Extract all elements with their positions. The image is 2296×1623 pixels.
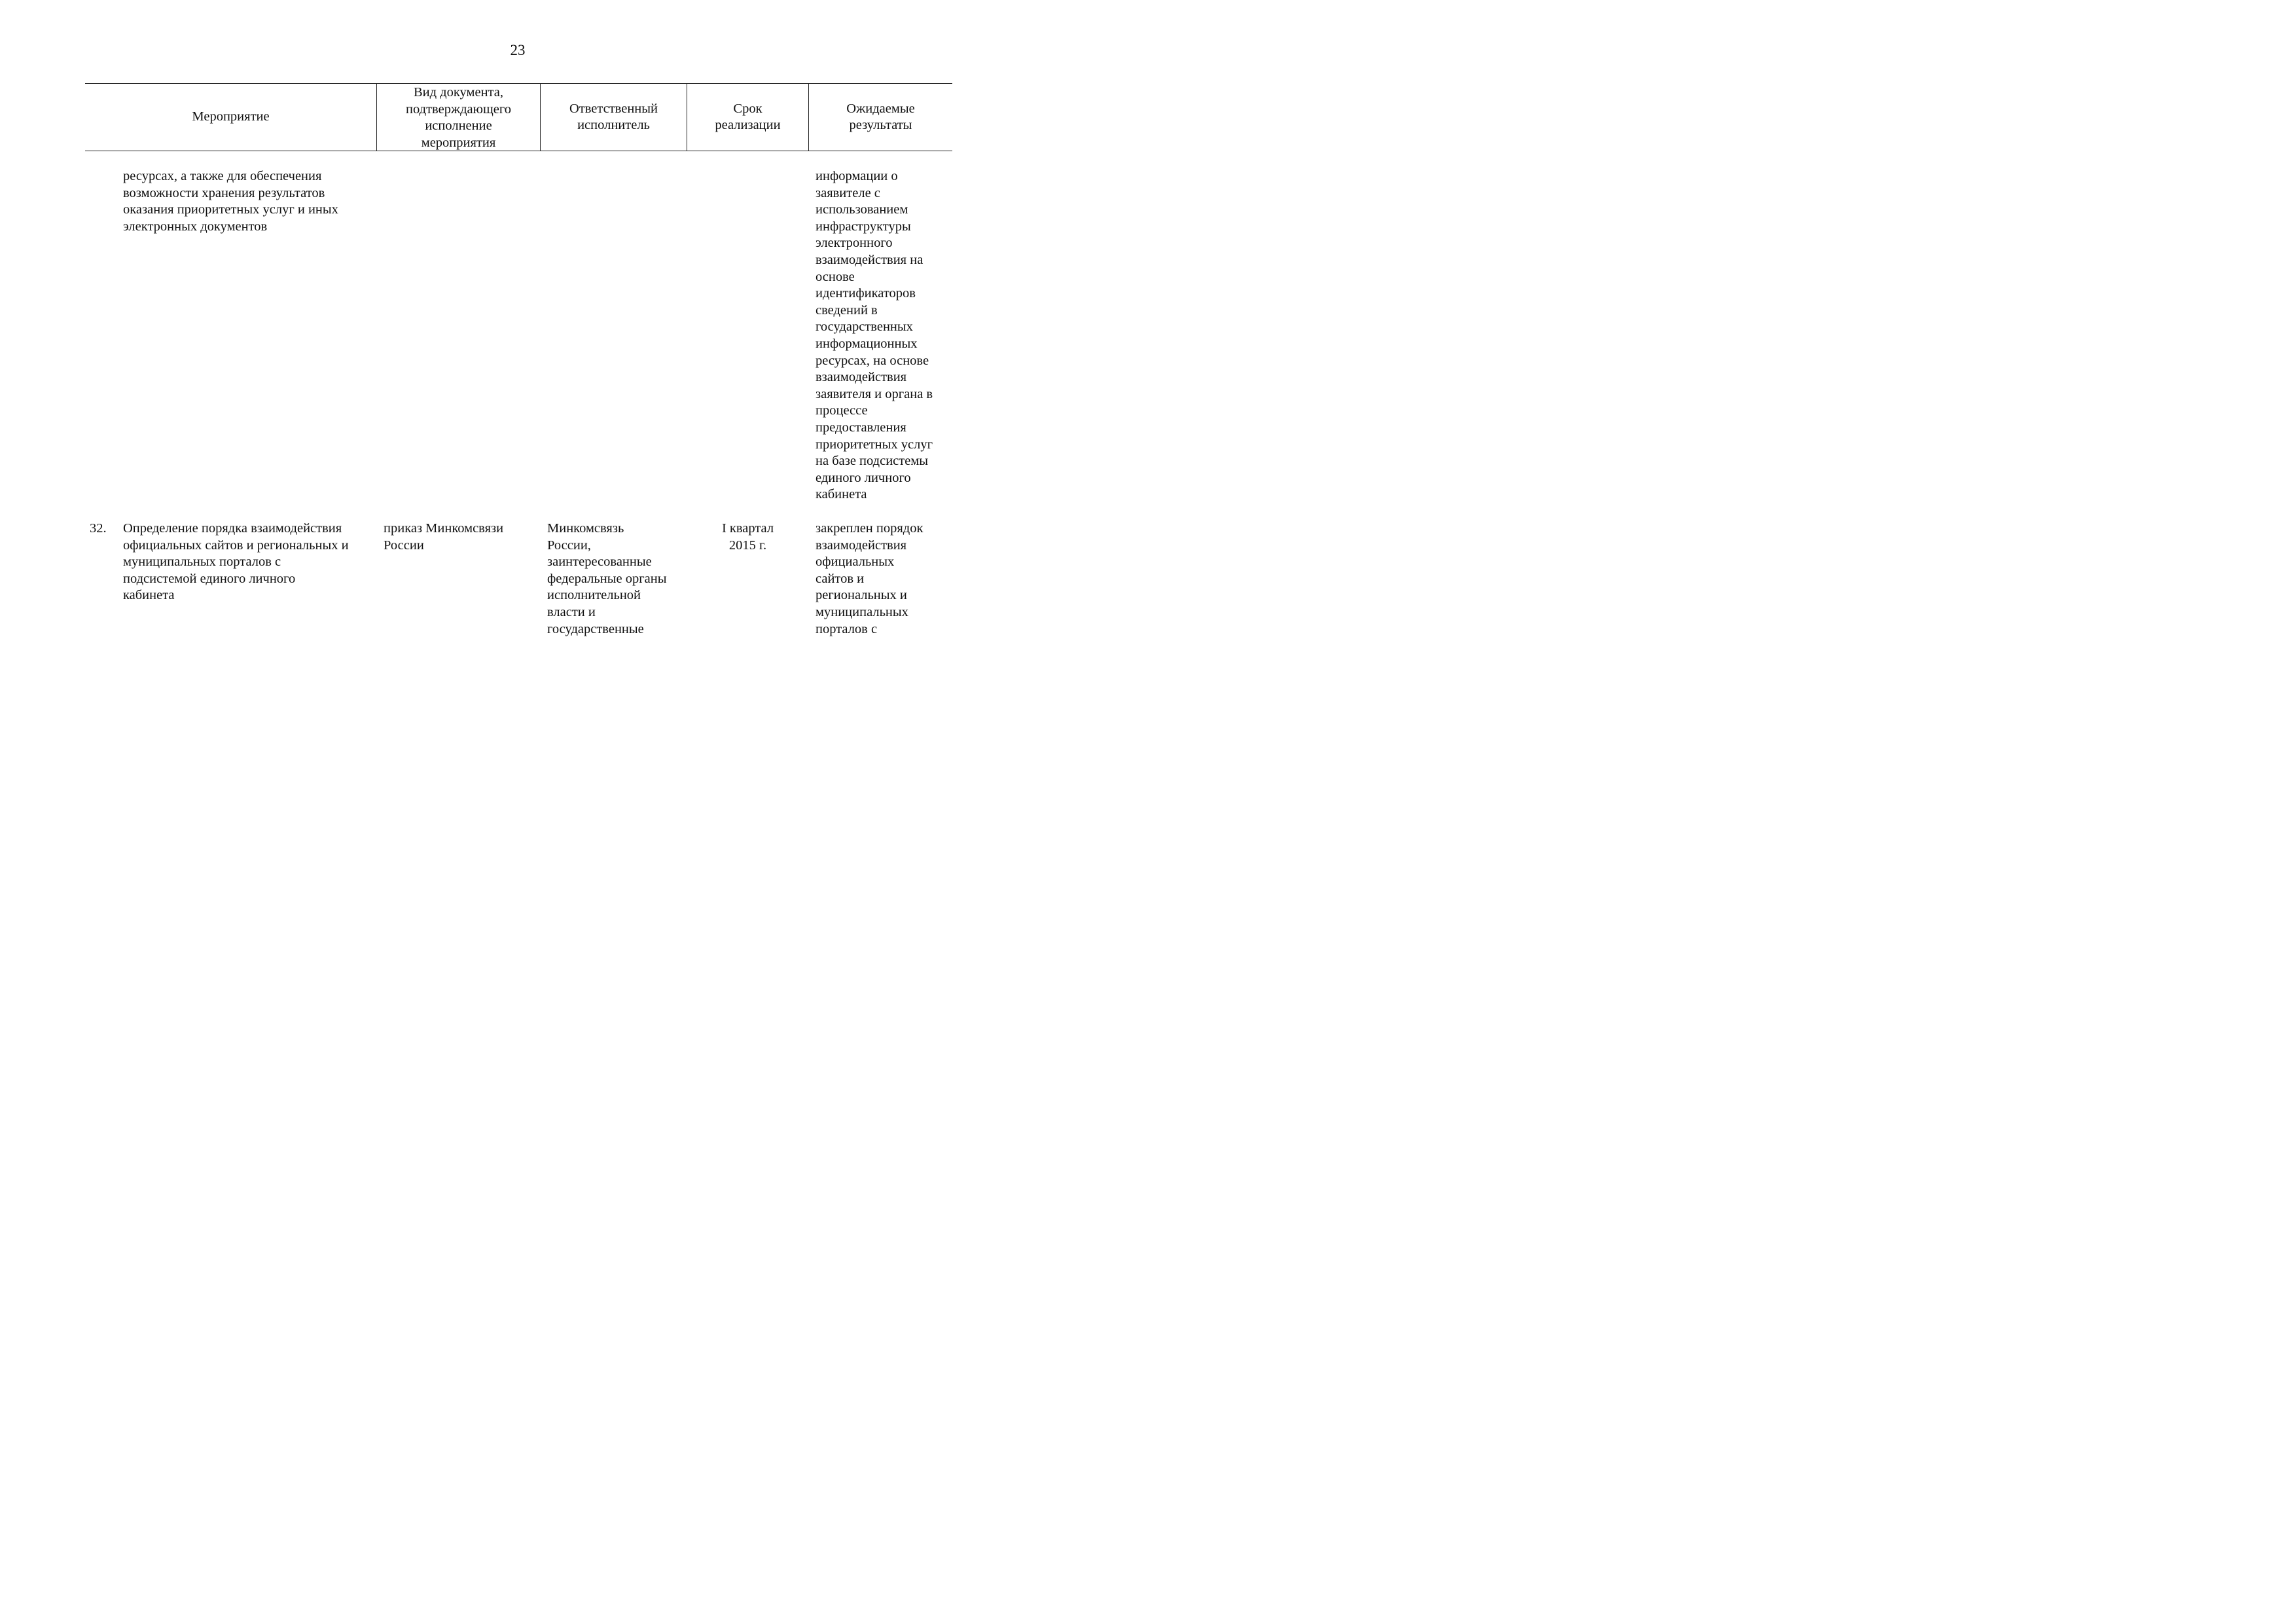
row-responsible: Минкомсвязь России, заинтересованные федеральные органы исполнительной власти и государственные	[547, 521, 667, 636]
header-deadline: Срок реализации	[715, 101, 781, 132]
row-activity: ресурсах, а также для обеспечения возможности хранения результатов оказания приоритетных услуг и иных электронных документов	[123, 169, 338, 234]
header-document-type: Вид документа, подтверждающего исполнение мероприятия	[406, 85, 511, 150]
row-deadline: I квартал 2015 г.	[721, 521, 774, 553]
header-activity: Мероприятие	[192, 109, 270, 124]
row-number: 32.	[90, 521, 107, 536]
header-responsible: Ответственный исполнитель	[569, 101, 658, 132]
row-activity: Определение порядка взаимодействия официальных сайтов и региональных и муниципальных порталов с подсистемой единого личного кабинета	[123, 521, 349, 603]
row-results: закреплен порядок взаимодействия официальных сайтов и региональных и муниципальных порталов с	[816, 521, 924, 636]
row-document-type: приказ Минкомсвязи России	[384, 521, 504, 553]
row-results: информации о заявителе с использованием инфраструктуры электронного взаимодействия на основе идентификаторов сведений в государственных информационных ресурсах, на основе взаимодействия заявителя и органа в процессе предоставления приоритетных услуг на базе подсистемы единого личного кабинета	[816, 169, 933, 502]
header-results: Ожидаемые результаты	[846, 101, 915, 132]
page-number: 23	[510, 42, 526, 58]
